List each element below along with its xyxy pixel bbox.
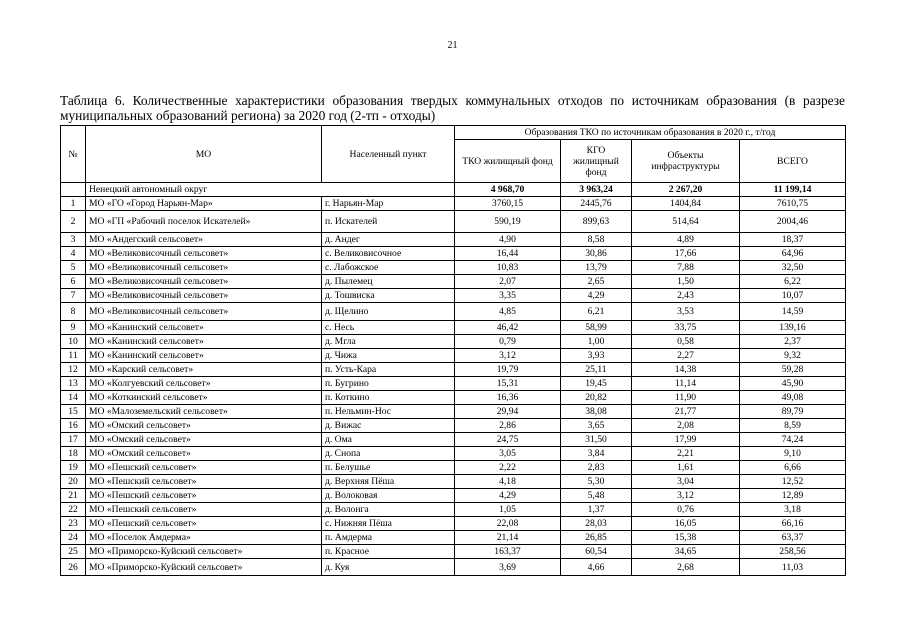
row-tko: 24,75 <box>455 433 561 447</box>
page-number: 21 <box>447 40 458 51</box>
table-row <box>61 405 846 419</box>
row-infra: 4,89 <box>632 233 740 247</box>
table-row <box>61 433 846 447</box>
row-settlement: п. Искателей <box>322 211 455 233</box>
row-settlement: с. Нижняя Пёша <box>322 517 455 531</box>
row-kgo: 4,66 <box>561 559 632 576</box>
row-total: 66,16 <box>740 517 846 531</box>
row-infra: 0,58 <box>632 335 740 349</box>
table-row <box>61 335 846 349</box>
row-total: 8,59 <box>740 419 846 433</box>
row-kgo: 13,79 <box>561 261 632 275</box>
header-settlement: Населенный пункт <box>322 126 455 183</box>
row-kgo: 60,54 <box>561 545 632 559</box>
total-label: Ненецкий автономный округ <box>86 183 455 197</box>
row-number: 20 <box>61 475 86 489</box>
row-mo: МО «Великовисочный сельсовет» <box>86 289 322 303</box>
total-sum: 11 199,14 <box>740 183 846 197</box>
row-total: 74,24 <box>740 433 846 447</box>
row-mo: МО «Пешский сельсовет» <box>86 461 322 475</box>
row-tko: 10,83 <box>455 261 561 275</box>
row-total: 2,37 <box>740 335 846 349</box>
row-mo: МО «Великовисочный сельсовет» <box>86 261 322 275</box>
row-kgo: 58,99 <box>561 321 632 335</box>
header-kgo: КГО жилищный фонд <box>561 140 632 183</box>
row-settlement: д. Мгла <box>322 335 455 349</box>
row-tko: 163,37 <box>455 545 561 559</box>
total-num <box>61 183 86 197</box>
row-mo: МО «Великовисочный сельсовет» <box>86 275 322 289</box>
row-settlement: с. Несь <box>322 321 455 335</box>
row-settlement: д. Тошвиска <box>322 289 455 303</box>
row-tko: 4,85 <box>455 303 561 321</box>
row-settlement: п. Белушье <box>322 461 455 475</box>
row-tko: 3,05 <box>455 447 561 461</box>
row-number: 21 <box>61 489 86 503</box>
row-total: 63,37 <box>740 531 846 545</box>
row-mo: МО «Пешский сельсовет» <box>86 489 322 503</box>
row-settlement: д. Пылемец <box>322 275 455 289</box>
row-number: 4 <box>61 247 86 261</box>
row-settlement: д. Ома <box>322 433 455 447</box>
table-row <box>61 391 846 405</box>
row-number: 17 <box>61 433 86 447</box>
row-mo: МО «Пешский сельсовет» <box>86 503 322 517</box>
row-total: 6,22 <box>740 275 846 289</box>
row-tko: 3760,15 <box>455 197 561 211</box>
row-settlement: п. Усть-Кара <box>322 363 455 377</box>
row-mo: МО «Коткинский сельсовет» <box>86 391 322 405</box>
row-tko: 2,22 <box>455 461 561 475</box>
row-kgo: 6,21 <box>561 303 632 321</box>
row-settlement: п. Бугрино <box>322 377 455 391</box>
row-tko: 590,19 <box>455 211 561 233</box>
row-settlement: д. Андег <box>322 233 455 247</box>
row-settlement: д. Верхняя Пёша <box>322 475 455 489</box>
row-total: 12,89 <box>740 489 846 503</box>
row-infra: 1,61 <box>632 461 740 475</box>
row-number: 16 <box>61 419 86 433</box>
row-settlement: д. Куя <box>322 559 455 576</box>
row-mo: МО «Омский сельсовет» <box>86 419 322 433</box>
total-infra: 2 267,20 <box>632 183 740 197</box>
row-mo: МО «Малоземельский сельсовет» <box>86 405 322 419</box>
row-infra: 2,21 <box>632 447 740 461</box>
row-total: 9,32 <box>740 349 846 363</box>
row-number: 1 <box>61 197 86 211</box>
row-tko: 0,79 <box>455 335 561 349</box>
row-kgo: 28,03 <box>561 517 632 531</box>
row-infra: 15,38 <box>632 531 740 545</box>
row-kgo: 5,48 <box>561 489 632 503</box>
row-total: 258,56 <box>740 545 846 559</box>
row-total: 6,66 <box>740 461 846 475</box>
row-total: 2004,46 <box>740 211 846 233</box>
table-caption: Таблица 6. Количественные характеристики образования твердых коммунальных отходов по источникам образования (в разрезе муниципальных образований региона) за 2020 год (2-тп - отходы) <box>60 93 845 123</box>
row-mo: МО «Канинский сельсовет» <box>86 349 322 363</box>
row-infra: 7,88 <box>632 261 740 275</box>
row-total: 3,18 <box>740 503 846 517</box>
row-infra: 2,08 <box>632 419 740 433</box>
row-kgo: 4,29 <box>561 289 632 303</box>
row-tko: 3,35 <box>455 289 561 303</box>
row-settlement: д. Чижа <box>322 349 455 363</box>
row-kgo: 31,50 <box>561 433 632 447</box>
table-row <box>61 303 846 321</box>
table-row <box>61 559 846 576</box>
row-mo: МО «Великовисочный сельсовет» <box>86 303 322 321</box>
row-settlement: д. Щелино <box>322 303 455 321</box>
table-row <box>61 233 846 247</box>
row-tko: 4,29 <box>455 489 561 503</box>
row-mo: МО «Пешский сельсовет» <box>86 475 322 489</box>
row-mo: МО «Омский сельсовет» <box>86 447 322 461</box>
row-tko: 19,79 <box>455 363 561 377</box>
row-kgo: 899,63 <box>561 211 632 233</box>
row-settlement: д. Вижас <box>322 419 455 433</box>
row-mo: МО «Канинский сельсовет» <box>86 335 322 349</box>
row-tko: 2,07 <box>455 275 561 289</box>
row-mo: МО «ГП «Рабочий поселок Искателей» <box>86 211 322 233</box>
row-settlement: п. Коткино <box>322 391 455 405</box>
table-row <box>61 261 846 275</box>
row-mo: МО «ГО «Город Нарьян-Мар» <box>86 197 322 211</box>
row-infra: 11,90 <box>632 391 740 405</box>
header-num: № <box>61 126 86 183</box>
row-infra: 33,75 <box>632 321 740 335</box>
row-tko: 1,05 <box>455 503 561 517</box>
row-settlement: п. Нельмин-Нос <box>322 405 455 419</box>
row-total: 49,08 <box>740 391 846 405</box>
table-row <box>61 289 846 303</box>
row-infra: 3,53 <box>632 303 740 321</box>
table-row <box>61 475 846 489</box>
row-number: 6 <box>61 275 86 289</box>
row-settlement: п. Амдерма <box>322 531 455 545</box>
row-tko: 16,44 <box>455 247 561 261</box>
row-kgo: 8,58 <box>561 233 632 247</box>
row-settlement: с. Великовисочное <box>322 247 455 261</box>
row-infra: 1404,84 <box>632 197 740 211</box>
header-mo: МО <box>86 126 322 183</box>
row-number: 22 <box>61 503 86 517</box>
row-number: 7 <box>61 289 86 303</box>
row-number: 18 <box>61 447 86 461</box>
row-infra: 2,68 <box>632 559 740 576</box>
header-total: ВСЕГО <box>740 140 846 183</box>
row-number: 12 <box>61 363 86 377</box>
header-tko: ТКО жилищный фонд <box>455 140 561 183</box>
row-tko: 3,69 <box>455 559 561 576</box>
row-number: 19 <box>61 461 86 475</box>
row-total: 59,28 <box>740 363 846 377</box>
row-number: 13 <box>61 377 86 391</box>
row-infra: 17,99 <box>632 433 740 447</box>
row-settlement: п. Красное <box>322 545 455 559</box>
row-total: 11,03 <box>740 559 846 576</box>
row-total: 45,90 <box>740 377 846 391</box>
row-mo: МО «Омский сельсовет» <box>86 433 322 447</box>
row-kgo: 2445,76 <box>561 197 632 211</box>
table-row <box>61 247 846 261</box>
row-infra: 11,14 <box>632 377 740 391</box>
row-mo: МО «Карский сельсовет» <box>86 363 322 377</box>
header-infra: Объекты инфраструктуры <box>632 140 740 183</box>
table-row <box>61 517 846 531</box>
row-settlement: с. Лабожское <box>322 261 455 275</box>
table-row <box>61 349 846 363</box>
row-tko: 22,08 <box>455 517 561 531</box>
row-kgo: 19,45 <box>561 377 632 391</box>
table-row <box>61 321 846 335</box>
total-tko: 4 968,70 <box>455 183 561 197</box>
row-infra: 14,38 <box>632 363 740 377</box>
row-total: 32,50 <box>740 261 846 275</box>
table-row <box>61 503 846 517</box>
row-number: 8 <box>61 303 86 321</box>
row-number: 9 <box>61 321 86 335</box>
table-row <box>61 363 846 377</box>
row-kgo: 2,65 <box>561 275 632 289</box>
row-mo: МО «Колгуевский сельсовет» <box>86 377 322 391</box>
row-infra: 514,64 <box>632 211 740 233</box>
row-mo: МО «Пешский сельсовет» <box>86 517 322 531</box>
table-row <box>61 545 846 559</box>
row-tko: 16,36 <box>455 391 561 405</box>
total-row <box>61 183 846 197</box>
row-total: 18,37 <box>740 233 846 247</box>
waste-table <box>60 125 846 576</box>
row-infra: 3,04 <box>632 475 740 489</box>
row-number: 23 <box>61 517 86 531</box>
row-settlement: д. Волонга <box>322 503 455 517</box>
row-kgo: 5,30 <box>561 475 632 489</box>
row-mo: МО «Приморско-Куйский сельсовет» <box>86 545 322 559</box>
row-infra: 21,77 <box>632 405 740 419</box>
row-number: 24 <box>61 531 86 545</box>
table-row <box>61 447 846 461</box>
table-body <box>61 183 846 576</box>
row-kgo: 20,82 <box>561 391 632 405</box>
table-row <box>61 197 846 211</box>
row-number: 2 <box>61 211 86 233</box>
row-number: 15 <box>61 405 86 419</box>
row-total: 12,52 <box>740 475 846 489</box>
table-row <box>61 531 846 545</box>
header-group: Образования ТКО по источникам образования в 2020 г., т/год <box>455 126 846 140</box>
row-infra: 0,76 <box>632 503 740 517</box>
row-mo: МО «Поселок Амдерма» <box>86 531 322 545</box>
table-row <box>61 489 846 503</box>
row-settlement: д. Снопа <box>322 447 455 461</box>
row-mo: МО «Андегский сельсовет» <box>86 233 322 247</box>
row-total: 139,16 <box>740 321 846 335</box>
row-kgo: 3,93 <box>561 349 632 363</box>
row-number: 5 <box>61 261 86 275</box>
row-tko: 4,90 <box>455 233 561 247</box>
row-total: 14,59 <box>740 303 846 321</box>
table-row <box>61 419 846 433</box>
row-kgo: 1,37 <box>561 503 632 517</box>
row-number: 25 <box>61 545 86 559</box>
table-row <box>61 275 846 289</box>
row-kgo: 1,00 <box>561 335 632 349</box>
row-infra: 2,43 <box>632 289 740 303</box>
row-number: 14 <box>61 391 86 405</box>
row-settlement: г. Нарьян-Мар <box>322 197 455 211</box>
row-total: 89,79 <box>740 405 846 419</box>
row-settlement: д. Волоковая <box>322 489 455 503</box>
row-mo: МО «Канинский сельсовет» <box>86 321 322 335</box>
row-kgo: 30,86 <box>561 247 632 261</box>
table-row <box>61 461 846 475</box>
row-infra: 2,27 <box>632 349 740 363</box>
row-kgo: 3,65 <box>561 419 632 433</box>
row-tko: 2,86 <box>455 419 561 433</box>
row-total: 10,07 <box>740 289 846 303</box>
row-tko: 4,18 <box>455 475 561 489</box>
row-total: 7610,75 <box>740 197 846 211</box>
row-number: 3 <box>61 233 86 247</box>
row-mo: МО «Приморско-Куйский сельсовет» <box>86 559 322 576</box>
row-number: 26 <box>61 559 86 576</box>
row-infra: 3,12 <box>632 489 740 503</box>
row-infra: 16,05 <box>632 517 740 531</box>
row-tko: 21,14 <box>455 531 561 545</box>
total-kgo: 3 963,24 <box>561 183 632 197</box>
row-tko: 29,94 <box>455 405 561 419</box>
row-number: 10 <box>61 335 86 349</box>
row-tko: 3,12 <box>455 349 561 363</box>
row-mo: МО «Великовисочный сельсовет» <box>86 247 322 261</box>
row-infra: 34,65 <box>632 545 740 559</box>
row-tko: 15,31 <box>455 377 561 391</box>
row-number: 11 <box>61 349 86 363</box>
row-kgo: 25,11 <box>561 363 632 377</box>
row-infra: 17,66 <box>632 247 740 261</box>
row-kgo: 2,83 <box>561 461 632 475</box>
row-tko: 46,42 <box>455 321 561 335</box>
row-total: 64,96 <box>740 247 846 261</box>
row-infra: 1,50 <box>632 275 740 289</box>
row-kgo: 3,84 <box>561 447 632 461</box>
row-kgo: 38,08 <box>561 405 632 419</box>
row-total: 9,10 <box>740 447 846 461</box>
table-row <box>61 377 846 391</box>
table-row <box>61 211 846 233</box>
row-kgo: 26,85 <box>561 531 632 545</box>
